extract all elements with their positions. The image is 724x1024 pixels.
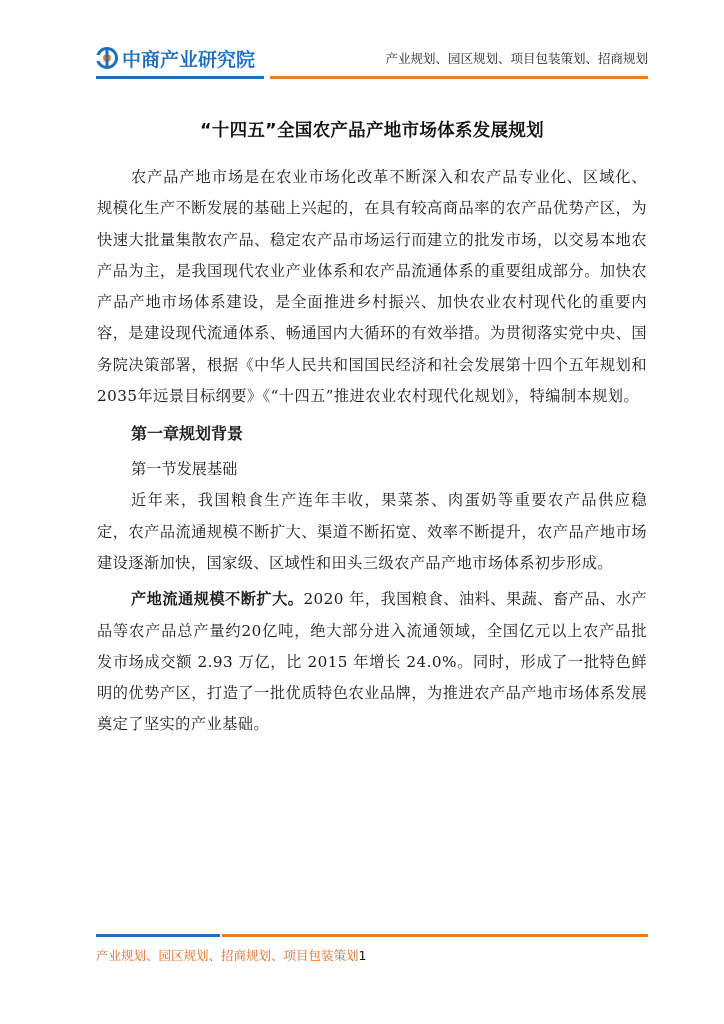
page-header [0, 0, 724, 82]
logo-text: 中商产业研究院 [122, 48, 256, 71]
paragraph-development-basis: 近年来，我国粮食生产连年丰收，果菜茶、肉蛋奶等重要农产品供应稳定，农产品流通规模不断扩大、渠道不断拓宽、效率不断提升，农产品产地市场建设逐渐加快，国家级、区域性和田头三级农产品产地市场体系初步形成。 [97, 491, 647, 572]
chapter-heading: 第一章规划背景 [131, 424, 244, 444]
page-footer [96, 946, 366, 964]
header-divider-blue [96, 76, 264, 79]
header-tagline: 产业规划、园区规划、项目包装策划、招商规划 [385, 51, 648, 66]
paragraph-circulation-scale [97, 584, 647, 740]
intro-paragraph: 农产品产地市场是在农业市场化改革不断深入和农产品专业化、区域化、规模化生产不断发展的基础上兴起的，在具有较高商品率的农产品优势产区，为快速大批量集散农产品、稳定农产品市场运行而建立的批发市场，以交易本地农产品为主，是我国现代农业产业体系和农产品流通体系的重要组成部分。加快农产品产地市场体系建设，是全面推进乡村振兴、加快农业农村现代化的重要内容，是建设现代流通体系、畅通国内大循环的有效举措。为贯彻落实党中央、国务院决策部署，根据《中华人民共和国国民经济和社会发展第十四个五年规划和2035年远景目标纲要》《“十四五”推进农业农村现代化规划》，特编制本规划。 [97, 168, 647, 406]
logo-mark-icon [96, 47, 118, 69]
footer-tagline: 产业规划、园区规划、招商规划、项目包装策划 [96, 948, 359, 963]
footer-divider-blue [96, 934, 220, 937]
page-number: 1 [358, 948, 367, 963]
footer-divider-orange [222, 934, 648, 937]
document-title: “十四五”全国农产品产地市场体系发展规划 [199, 121, 544, 141]
paragraph-lead-heading: 产地流通规模不断扩大。 [131, 590, 304, 609]
paragraph-body-text: 2020 年，我国粮食、油料、果蔬、畜产品、水产品等农产品总产量约20亿吨，绝大部分进入流通领域，全国亿元以上农产品批发市场成交额 2.93 万亿，比 2015 年增长 24.0%。同时，形成了一批特色鲜明的优势产区，打造了一批优质特色农业品牌，为推进农产品产地市场体系发展奠定了坚实的产业基础。 [97, 590, 648, 734]
document-body [97, 118, 647, 741]
company-logo [96, 44, 255, 72]
section-heading: 第一节发展基础 [131, 460, 238, 479]
header-divider-orange [270, 76, 648, 79]
